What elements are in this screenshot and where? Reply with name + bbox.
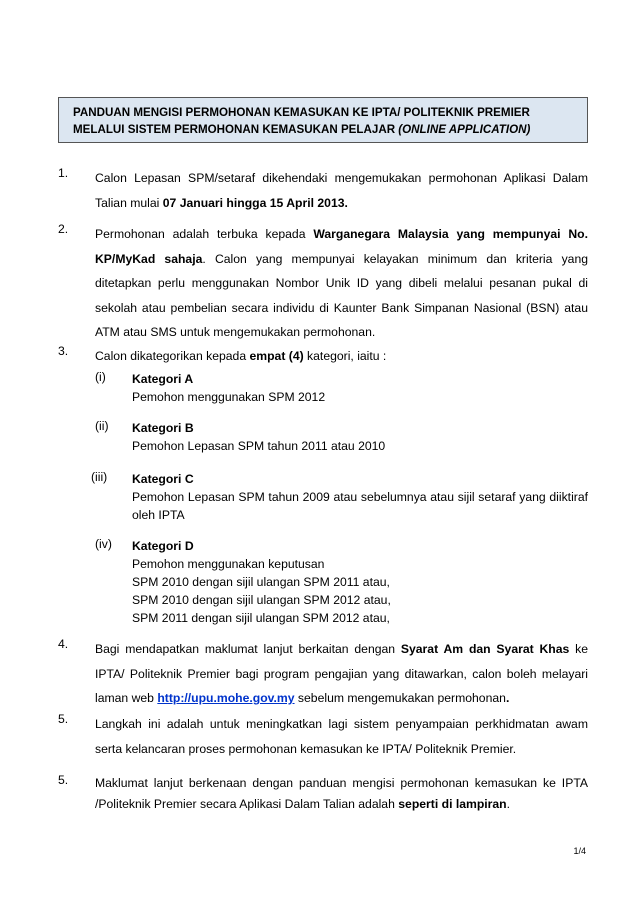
item-number: 4.	[58, 637, 69, 651]
item-number: 3.	[58, 344, 69, 358]
item-text: Permohonan adalah terbuka kepada Warganegara Malaysia yang mempunyai No. KP/MyKad sahaja. Calon yang mempunyai kelayakan minimum dan kriteria yang ditetapkan perlu menggunakan Nombor Unik ID yang dibeli melalui pesanan pukal di sekolah atau pembelian secara individu di Kaunter Bank Simpanan Nasional (BSN) atau ATM atau SMS untuk mengemukakan permohonan.	[95, 227, 588, 339]
item-number: 5.	[58, 773, 69, 787]
item-text: Calon dikategorikan kepada empat (4) kategori, iaitu :	[95, 349, 387, 363]
item-text: Bagi mendapatkan maklumat lanjut berkaitan dengan Syarat Am dan Syarat Khas ke IPTA/ Politeknik Premier bagi program pengajian yang ditawarkan, calon boleh melayari laman web http://upu.mohe.gov.my sebelum mengemukakan permohonan.	[95, 642, 588, 705]
item-text: Langkah ini adalah untuk meningkatkan lagi sistem penyampaian perkhidmatan awam serta kelancaran proses permohonan kemasukan ke IPTA/ Politeknik Premier.	[95, 717, 588, 756]
category-title: Kategori C	[132, 472, 194, 486]
title-line-1: PANDUAN MENGISI PERMOHONAN KEMASUKAN KE IPTA/ POLITEKNIK PREMIER	[73, 106, 530, 119]
document-title-box	[58, 97, 588, 143]
upu-website-link[interactable]: http://upu.mohe.gov.my	[157, 691, 295, 705]
title-line-2: MELALUI SISTEM PERMOHONAN KEMASUKAN PELAJAR (ONLINE APPLICATION)	[73, 123, 531, 136]
item-text: Maklumat lanjut berkenaan dengan panduan mengisi permohonan kemasukan ke IPTA /Politeknik Premier secara Aplikasi Dalam Talian adalah seperti di lampiran.	[95, 776, 588, 811]
item-number: 2.	[58, 222, 69, 236]
item-number: 5.	[58, 712, 69, 726]
item-number: 1.	[58, 166, 69, 180]
category-title: Kategori D	[132, 539, 194, 553]
category-title: Kategori B	[132, 421, 194, 435]
category-title: Kategori A	[132, 372, 194, 386]
page-number: 1/4	[573, 846, 586, 856]
item-text: Calon Lepasan SPM/setaraf dikehendaki mengemukakan permohonan Aplikasi Dalam Talian mulai 07 Januari hingga 15 April 2013.	[95, 171, 588, 210]
